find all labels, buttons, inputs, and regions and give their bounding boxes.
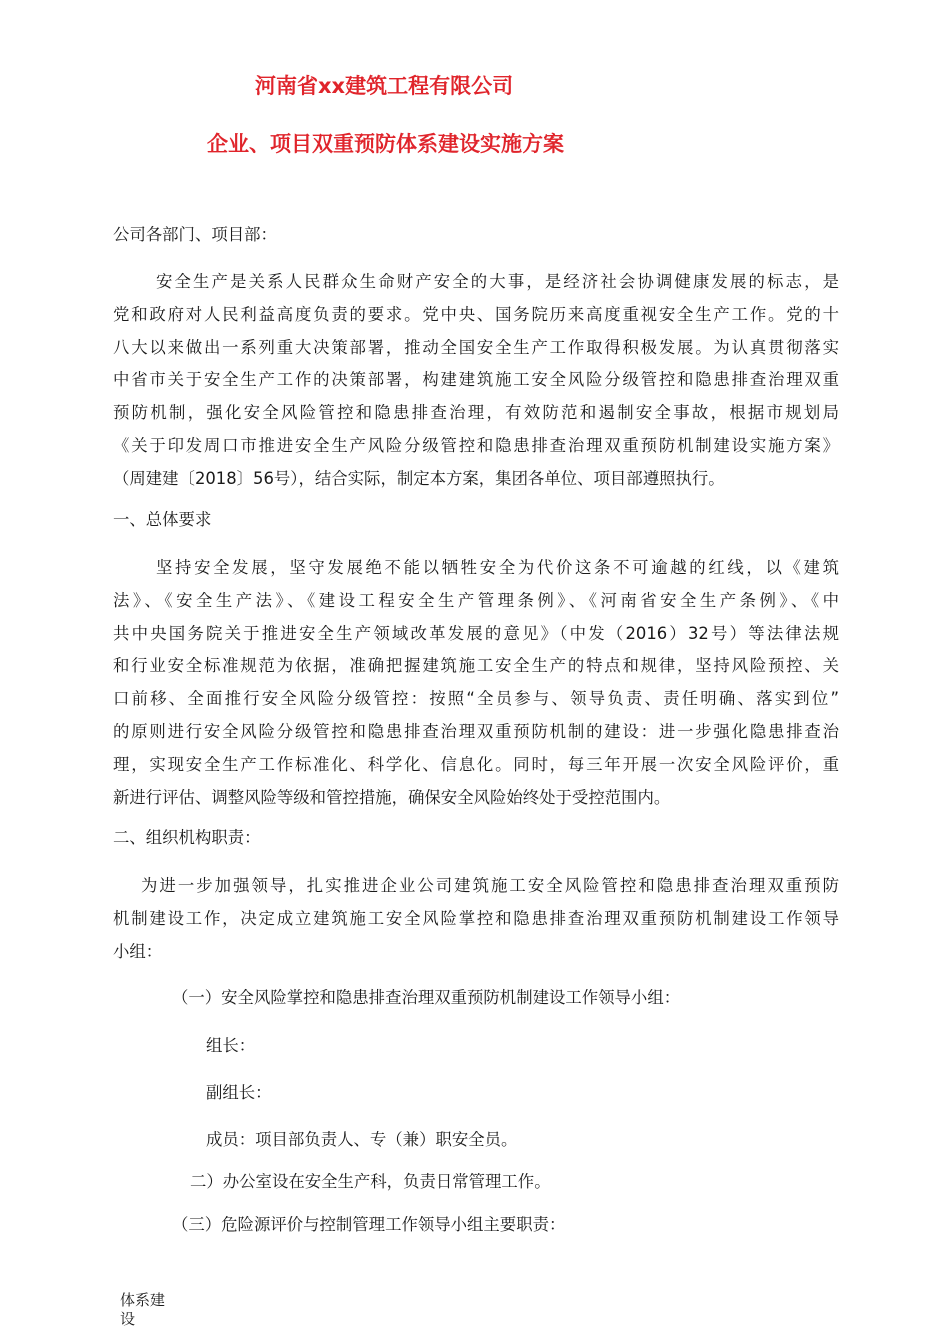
section-heading-organization: 二、组织机构职责： [113,828,261,847]
paragraph-line: 为进一步加强领导，扎实推进企业公司建筑施工安全风险管控和隐患排查治理双重预防 [141,876,839,895]
list-item-duties: （三）危险源评价与控制管理工作领导小组主要职责： [172,1215,566,1234]
section-heading-general-requirements: 一、总体要求 [113,510,212,529]
paragraph-line: 共中央国务院关于推进安全生产领域改革发展的意见》（中发（2016）32号）等法律法规 [113,623,839,643]
general-requirements-paragraph [113,558,839,820]
paragraph-line: （周建建〔2018〕56号），结合实际，制定本方案，集团各单位、项目部遵照执行。 [113,468,725,488]
paragraph-line: 和行业安全标准规范为依据，准确把握建筑施工安全生产的特点和规律，坚持风险预控、关 [113,656,839,676]
deputy-leader-field: 副组长： [206,1083,272,1102]
paragraph-line: 新进行评估、调整风险等级和管控措施，确保安全风险始终处于受控范围内。 [113,787,671,807]
paragraph-line: 《关于印发周口市推进安全生产风险分级管控和隐患排查治理双重预防机制建设实施方案》 [113,435,839,455]
document-title: 河南省xx建筑工程有限公司 [255,74,514,98]
paragraph-line: 理，实现安全生产工作标准化、科学化、信息化。同时，每三年开展一次安全风险评价，重 [113,754,839,774]
list-item-leading-group: （一）安全风险掌控和隐患排查治理双重预防机制建设工作领导小组： [172,988,681,1007]
salutation: 公司各部门、项目部： [113,225,277,244]
paragraph-line: 小组： [113,941,163,961]
paragraph-line: 八大以来做出一系列重大决策部署，推动全国安全生产工作取得积极发展。为认真贯彻落实 [113,337,839,357]
footer-label: 体系建设 [120,1291,166,1328]
paragraph-line: 安全生产是关系人民群众生命财产安全的大事，是经济社会协调健康发展的标志，是 [156,272,839,291]
intro-paragraph [113,272,839,502]
paragraph-line: 预防机制，强化安全风险管控和隐患排查治理，有效防范和遏制安全事故，根据市规划局 [113,403,839,423]
leader-field: 组长： [206,1036,256,1055]
paragraph-line: 机制建设工作，决定成立建筑施工安全风险掌控和隐患排查治理双重预防机制建设工作领导 [113,908,839,928]
paragraph-line: 口前移、全面推行安全风险分级管控：按照“全员参与、领导负责、责任明确、落实到位” [113,689,839,709]
paragraph-line: 坚持安全发展，坚守发展绝不能以牺牲安全为代价这条不可逾越的红线，以《建筑 [156,558,839,577]
organization-paragraph [113,876,839,974]
paragraph-line: 党和政府对人民利益高度负责的要求。党中央、国务院历来高度重视安全生产工作。党的十 [113,304,839,324]
paragraph-line: 中省市关于安全生产工作的决策部署，构建建筑施工安全风险分级管控和隐患排查治理双重 [113,370,839,390]
list-item-office: 二）办公室设在安全生产科，负责日常管理工作。 [190,1172,551,1191]
document-subtitle: 企业、项目双重预防体系建设实施方案 [207,132,564,156]
paragraph-line: 法》、《安全生产法》、《建设工程安全生产管理条例》、《河南省安全生产条例》、《中 [113,590,839,610]
members-field: 成员：项目部负责人、专（兼）职安全员。 [206,1130,518,1149]
paragraph-line: 的原则进行安全风险分级管控和隐患排查治理双重预防机制的建设：进一步强化隐患排查治 [113,721,839,741]
